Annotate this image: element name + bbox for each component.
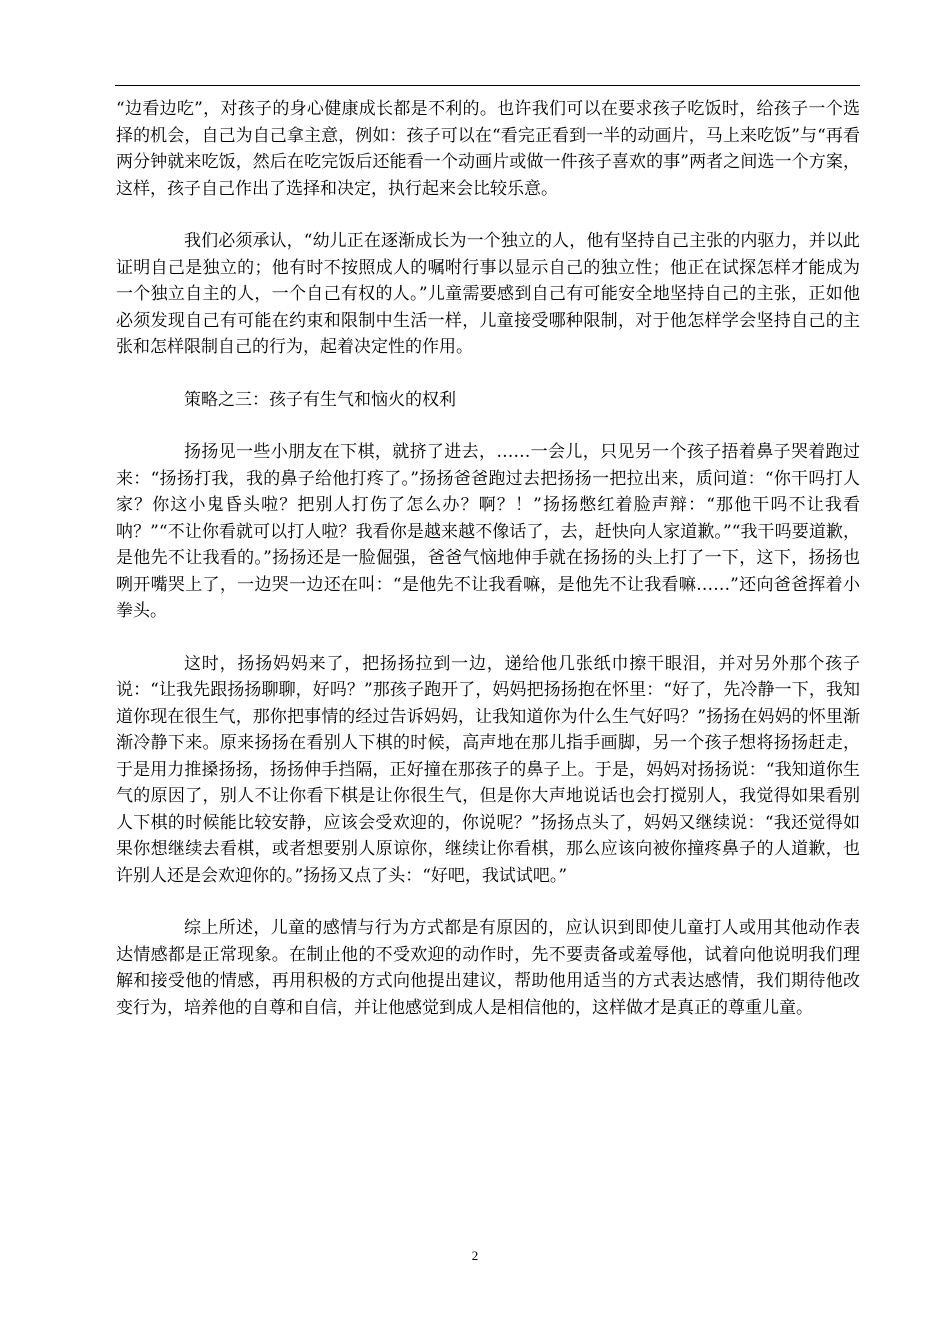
header-rule	[115, 85, 860, 86]
paragraph-conclusion: 综上所述，儿童的感情与行为方式都是有原因的，应认识到即使儿童打人或用其他动作表达情感都是正常现象。在制止他的不受欢迎的动作时，先不要责备或羞辱他，试着向他说明我们理解和接受他的情感，再用积极的方式向他提出建议，帮助他用适当的方式表达感情，我们期待他改变行为，培养他的自尊和自信，并让他感觉到成人是相信他的，这样做才是真正的尊重儿童。	[116, 918, 860, 1018]
section-heading: 策略之三：孩子有生气和恼火的权利	[184, 389, 456, 410]
paragraph-continuation: “边看边吃”，对孩子的身心健康成长都是不利的。也许我们可以在要求孩子吃饭时，给孩子一个选择的机会，自己为自己拿主意，例如：孩子可以在“看完正看到一半的动画片，马上来吃饭”与“再看两分钟就来吃饭，然后在吃完饭后还能看一个动画片或做一件孩子喜欢的事”两者之间选一个方案，这样，孩子自己作出了选择和决定，执行起来会比较乐意。	[116, 99, 860, 199]
page-body	[116, 96, 860, 1047]
paragraph-independence: 我们必须承认，“幼儿正在逐渐成长为一个独立的人，他有坚持自己主张的内驱力，并以此证明自己是独立的；他有时不按照成人的嘱咐行事以显示自己的独立性；他正在试探怎样才能成为一个独立自主的人，一个自己有权的人。”儿童需要感到自己有可能安全地坚持自己的主张，正如他必须发现自己有可能在约束和限制中生活一样，儿童接受哪种限制，对于他怎样学会坚持自己的主张和怎样限制自己的行为，起着决定性的作用。	[116, 231, 860, 357]
paragraph-story-part2: 这时，扬扬妈妈来了，把扬扬拉到一边，递给他几张纸巾擦干眼泪，并对另外那个孩子说：“让我先跟扬扬聊聊，好吗？”那孩子跑开了，妈妈把扬扬抱在怀里：“好了，先冷静一下，我知道你现在很生气，那你把事情的经过告诉妈妈，让我知道你为什么生气好吗？”扬扬在妈妈的怀里渐渐冷静下来。原来扬扬在看别人下棋的时候，高声地在那儿指手画脚，另一个孩子想将扬扬赶走，于是用力推搡扬扬，扬扬伸手挡隔，正好撞在那孩子的鼻子上。于是，妈妈对扬扬说：“我知道你生气的原因了，别人不让你看下棋是让你很生气，但是你大声地说话也会打搅别人，我觉得如果看别人下棋的时候能比较安静，应该会受欢迎的，你说呢？”扬扬点头了，妈妈又继续说：“我还觉得如果你想继续去看棋，或者想要别人原谅你，继续让你看棋，那么应该向被你撞疼鼻子的人道歉，也许别人还是会欢迎你的。”扬扬又点了头：“好吧，我试试吧。”	[116, 653, 860, 886]
page-number: 2	[471, 1248, 479, 1263]
paragraph-story-part1: 扬扬见一些小朋友在下棋，就挤了进去，……一会儿，只见另一个孩子捂着鼻子哭着跑过来：“扬扬打我，我的鼻子给他打疼了。”扬扬爸爸跑过去把扬扬一把拉出来，质问道：“你干吗打人家？你这小鬼昏头啦？把别人打伤了怎么办？啊？！”扬扬憋红着脸声辩：“那他干吗不让我看呐？”“不让你看就可以打人啦？我看你是越来越不像话了，去，赶快向人家道歉。”“我干吗要道歉，是他先不让我看的。”扬扬还是一脸倔强，爸爸气恼地伸手就在扬扬的头上打了一下，这下，扬扬也咧开嘴哭上了，一边哭一边还在叫：“是他先不让我看嘛，是他先不让我看嘛……”还向爸爸挥着小拳头。	[116, 442, 860, 621]
